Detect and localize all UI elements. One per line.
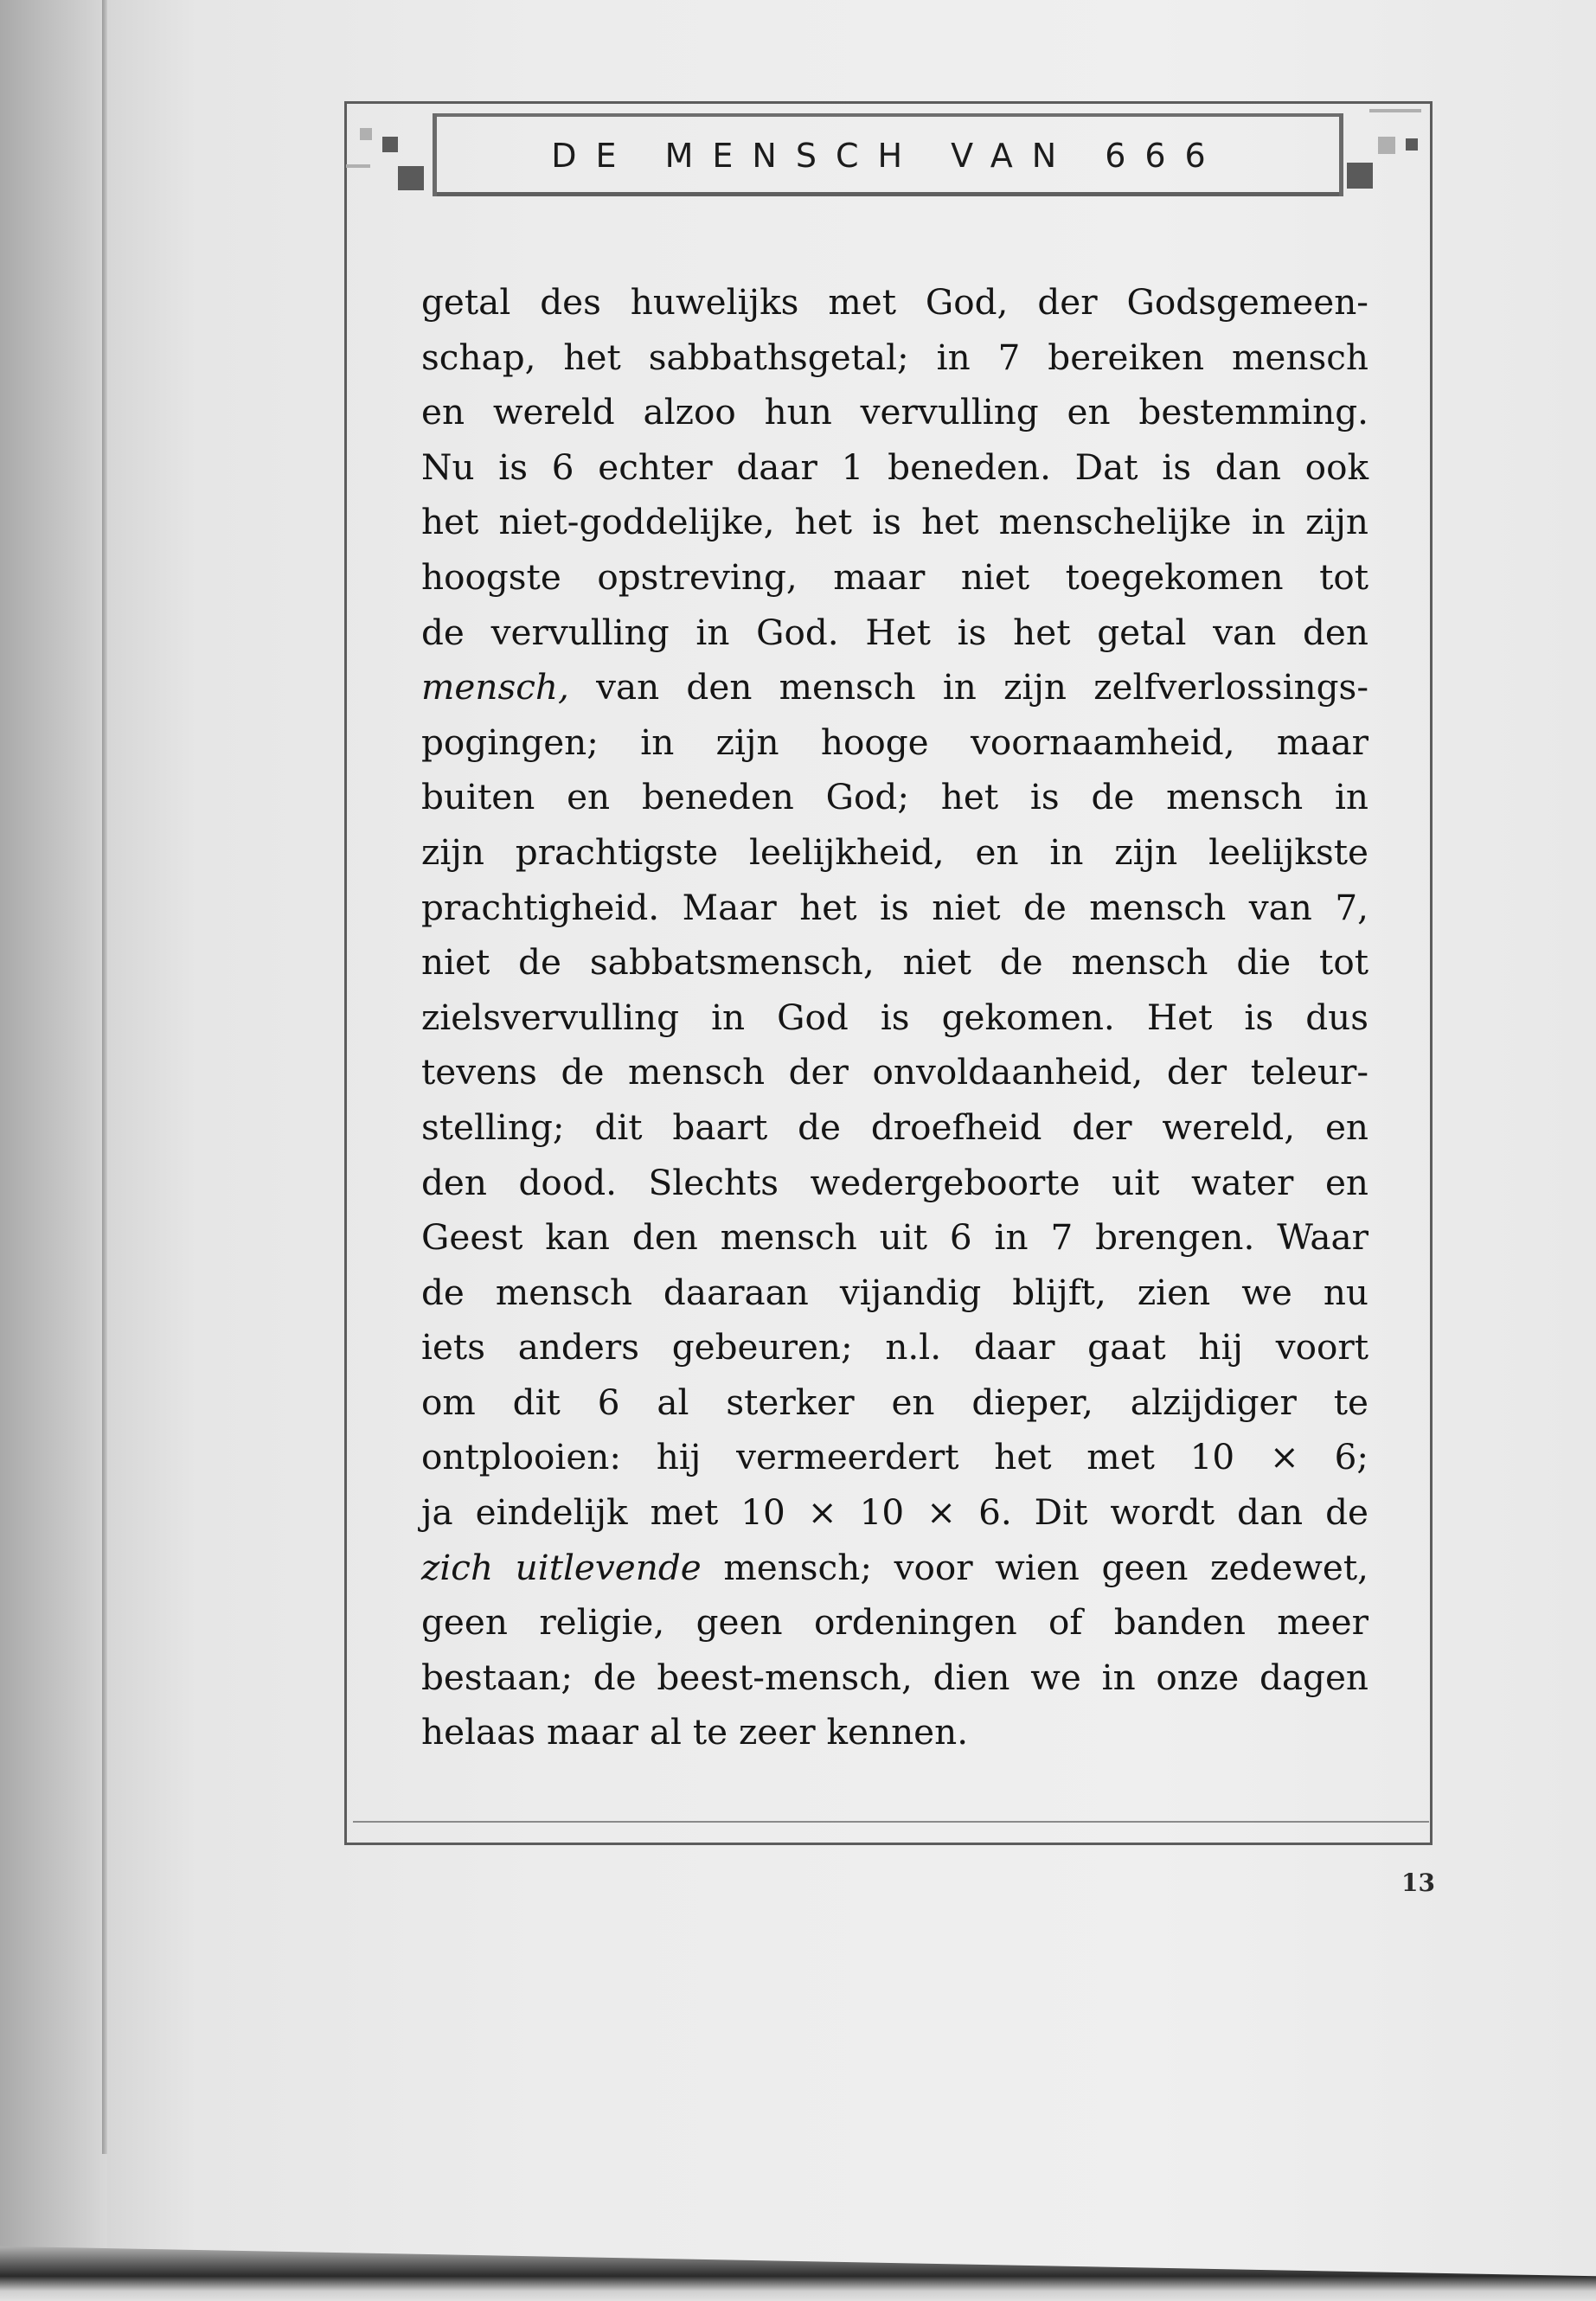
text-line: zich uitlevende mensch; voor wien geen zedewet, (421, 1546, 1368, 1588)
text-line: om dit 6 al sterker en dieper, alzijdiger te (421, 1381, 1368, 1423)
text-line: getal des huwelijks met God, der Godsgemeen- (421, 281, 1368, 323)
text-line: ja eindelijk met 10 × 10 × 6. Dit wordt dan de (421, 1491, 1368, 1534)
text-line: helaas maar al te zeer kennen. (421, 1711, 969, 1753)
book-gutter (0, 0, 108, 2301)
text-line: geen religie, geen ordeningen of banden meer (421, 1601, 1368, 1644)
text-line: ontplooien: hij vermeerdert het met 10 × 6; (421, 1436, 1368, 1478)
text-line: niet de sabbatsmensch, niet de mensch die tot (421, 941, 1368, 984)
text-line: den dood. Slechts wedergeboorte uit water en (421, 1161, 1368, 1203)
text-line: en wereld alzoo hun vervulling en bestemming. (421, 391, 1368, 433)
corner-ornament-right-icon (1343, 102, 1430, 197)
text-line: de mensch daaraan vijandig blijft, zien we nu (421, 1271, 1368, 1313)
text-line: buiten en beneden God; het is de mensch in (421, 776, 1368, 818)
italic-text: mensch, (421, 666, 569, 708)
corner-ornament-left-icon (346, 104, 433, 199)
text-line: het niet-goddelijke, het is het menschelijke in zijn (421, 501, 1368, 543)
gutter-edge (102, 0, 107, 2154)
text-line: pogingen; in zijn hooge voornaamheid, maar (421, 721, 1368, 763)
text-line: zielsvervulling in God is gekomen. Het is dus (421, 996, 1368, 1038)
header-rule-top (433, 113, 1341, 117)
text-line: schap, het sabbathsgetal; in 7 bereiken mensch (421, 336, 1368, 378)
text-line: mensch, van den mensch in zijn zelfverlossings- (421, 666, 1368, 708)
text-line: stelling; dit baart de droefheid der wereld, en (421, 1106, 1368, 1148)
frame-bottom-rule (353, 1821, 1429, 1823)
text-line: prachtigheid. Maar het is niet de mensch van 7, (421, 886, 1368, 928)
text-line: iets anders gebeuren; n.l. daar gaat hij voort (421, 1326, 1368, 1368)
body-text (421, 275, 1368, 1760)
text-line: Nu is 6 echter daar 1 beneden. Dat is dan ook (421, 445, 1368, 488)
header-rule-bottom (433, 192, 1341, 196)
text-line: bestaan; de beest-mensch, dien we in onze dagen (421, 1656, 1368, 1698)
page-number: 13 (1401, 1868, 1435, 1897)
text-line: de vervulling in God. Het is het getal van den (421, 611, 1368, 653)
text-line: zijn prachtigste leelijkheid, en in zijn leelijkste (421, 830, 1368, 873)
text-line: Geest kan den mensch uit 6 in 7 brengen. Waar (421, 1216, 1368, 1259)
running-head: DE MENSCH VAN 666 (551, 137, 1225, 175)
text-line: hoogste opstreving, maar niet toegekomen tot (421, 555, 1368, 598)
text-line: tevens de mensch der onvoldaanheid, der teleur- (421, 1051, 1368, 1093)
italic-text: zich uitlevende (421, 1546, 702, 1588)
